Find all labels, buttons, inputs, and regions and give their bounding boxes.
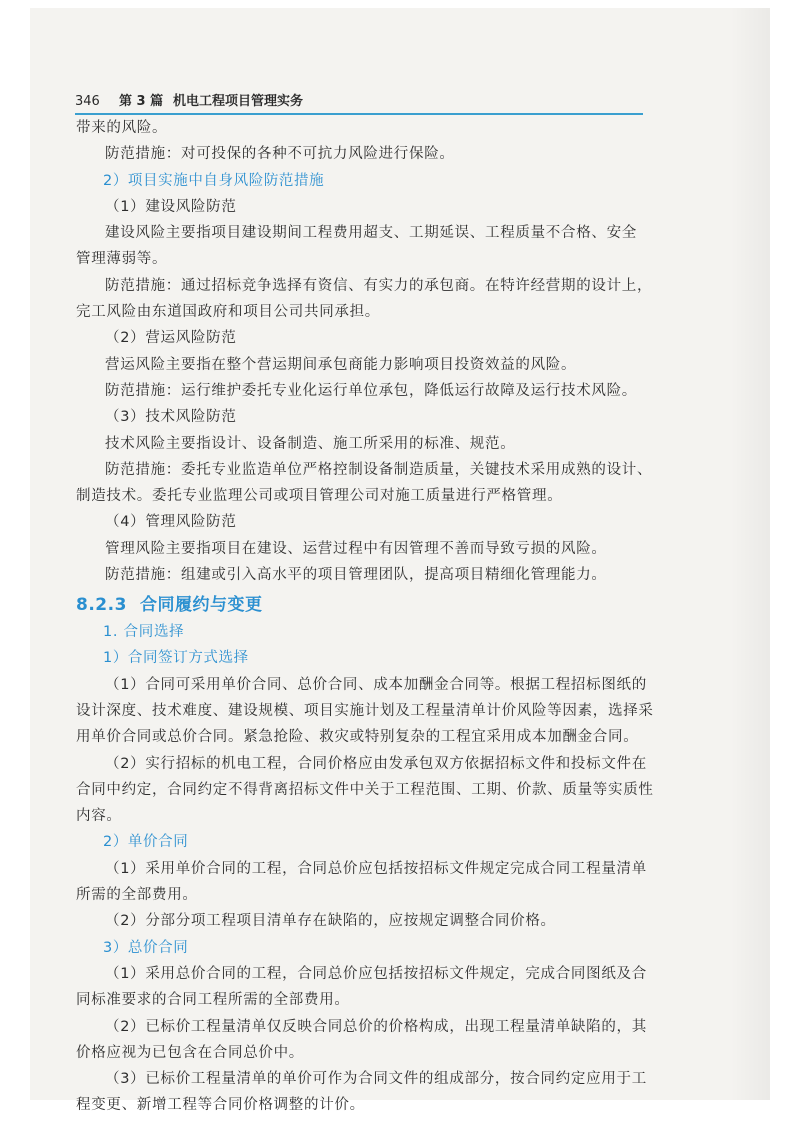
section-heading (76, 593, 642, 617)
subheading: 3）总价合同 (103, 939, 189, 956)
text-line: （1）采用单价合同的工程，合同总价应包括按招标文件规定完成合同工程量清单 (105, 860, 647, 877)
subheading: 2）项目实施中自身风险防范措施 (103, 172, 325, 189)
item-heading: （2）营运风险防范 (105, 330, 237, 347)
text-line: （2）实行招标的机电工程，合同价格应由发承包双方依据招标文件和投标文件在 (105, 755, 647, 772)
text-line: 所需的全部费用。 (76, 887, 198, 904)
text-line: 防范措施：运行维护委托专业化运行单位承包，降低运行故障及运行技术风险。 (105, 382, 637, 399)
text-line: 管理风险主要指项目在建设、运营过程中有因管理不善而导致亏损的风险。 (105, 540, 607, 557)
section-number: 8.2.3 (76, 595, 127, 616)
item-heading: （3）技术风险防范 (105, 409, 237, 426)
text-line: 防范措施：通过招标竞争选择有资信、有实力的承包商。在特许经营期的设计上， (105, 277, 653, 294)
text-line: 用单价合同或总价合同。紧急抢险、救灾或特别复杂的工程宜采用成本加酬金合同。 (76, 729, 639, 746)
book-title: 机电工程项目管理实务 (173, 94, 304, 109)
text-line: （2）分部分项工程项目清单存在缺陷的，应按规定调整合同价格。 (105, 913, 556, 930)
text-line: （1）采用总价合同的工程，合同总价应包括按招标文件规定，完成合同图纸及合 (105, 965, 647, 982)
item-heading: （4）管理风险防范 (105, 514, 237, 531)
text-line: 技术风险主要指设计、设备制造、施工所采用的标准、规范。 (105, 435, 516, 452)
text-line: 管理薄弱等。 (76, 251, 168, 268)
text-line: 营运风险主要指在整个营运期间承包商能力影响项目投资效益的风险。 (105, 356, 577, 373)
text-line: 同标准要求的合同工程所需的全部费用。 (76, 992, 350, 1009)
text-line: 建设风险主要指项目建设期间工程费用超支、工期延误、工程质量不合格、安全 (105, 225, 637, 242)
page-number: 346 (75, 94, 100, 109)
part-label: 第 3 篇 (119, 94, 164, 109)
text-line: 防范措施：委托专业监造单位严格控制设备制造质量，关键技术采用成熟的设计、 (105, 461, 653, 478)
page-body (76, 118, 654, 1122)
running-header (75, 94, 645, 110)
section-title: 合同履约与变更 (140, 595, 263, 616)
subheading: 1）合同签订方式选择 (103, 650, 249, 667)
text-line: 防范措施：对可投保的各种不可抗力风险进行保险。 (105, 146, 455, 163)
text-line: 内容。 (76, 808, 122, 825)
text-line: 价格应视为已包含在合同总价中。 (76, 1044, 304, 1061)
text-line: 设计深度、技术难度、建设规模、项目实施计划及工程量清单计价风险等因素，选择采 (76, 702, 654, 719)
item-heading: （1）建设风险防范 (105, 198, 237, 215)
subsection-heading: 1. 合同选择 (103, 624, 185, 641)
text-line: （1）合同可采用单价合同、总价合同、成本加酬金合同等。根据工程招标图纸的 (105, 676, 647, 693)
text-line: 合同中约定，合同约定不得背离招标文件中关于工程范围、工期、价款、质量等实质性 (76, 781, 654, 798)
text-line: （3）已标价工程量清单的单价可作为合同文件的组成部分，按合同约定应用于工 (105, 1071, 647, 1088)
text-line: 完工风险由东道国政府和项目公司共同承担。 (76, 304, 380, 321)
text-line: 带来的风险。 (76, 120, 168, 136)
spine-shadow (730, 8, 770, 1100)
text-line: 防范措施：组建或引入高水平的项目管理团队，提高项目精细化管理能力。 (105, 567, 607, 584)
header-rule (75, 113, 643, 115)
subheading: 2）单价合同 (103, 834, 189, 851)
text-line: （2）已标价工程量清单仅反映合同总价的价格构成，出现工程量清单缺陷的，其 (105, 1018, 647, 1035)
text-line: 程变更、新增工程等合同价格调整的计价。 (76, 1097, 365, 1114)
text-line: 制造技术。委托专业监理公司或项目管理公司对施工质量进行严格管理。 (76, 488, 563, 505)
